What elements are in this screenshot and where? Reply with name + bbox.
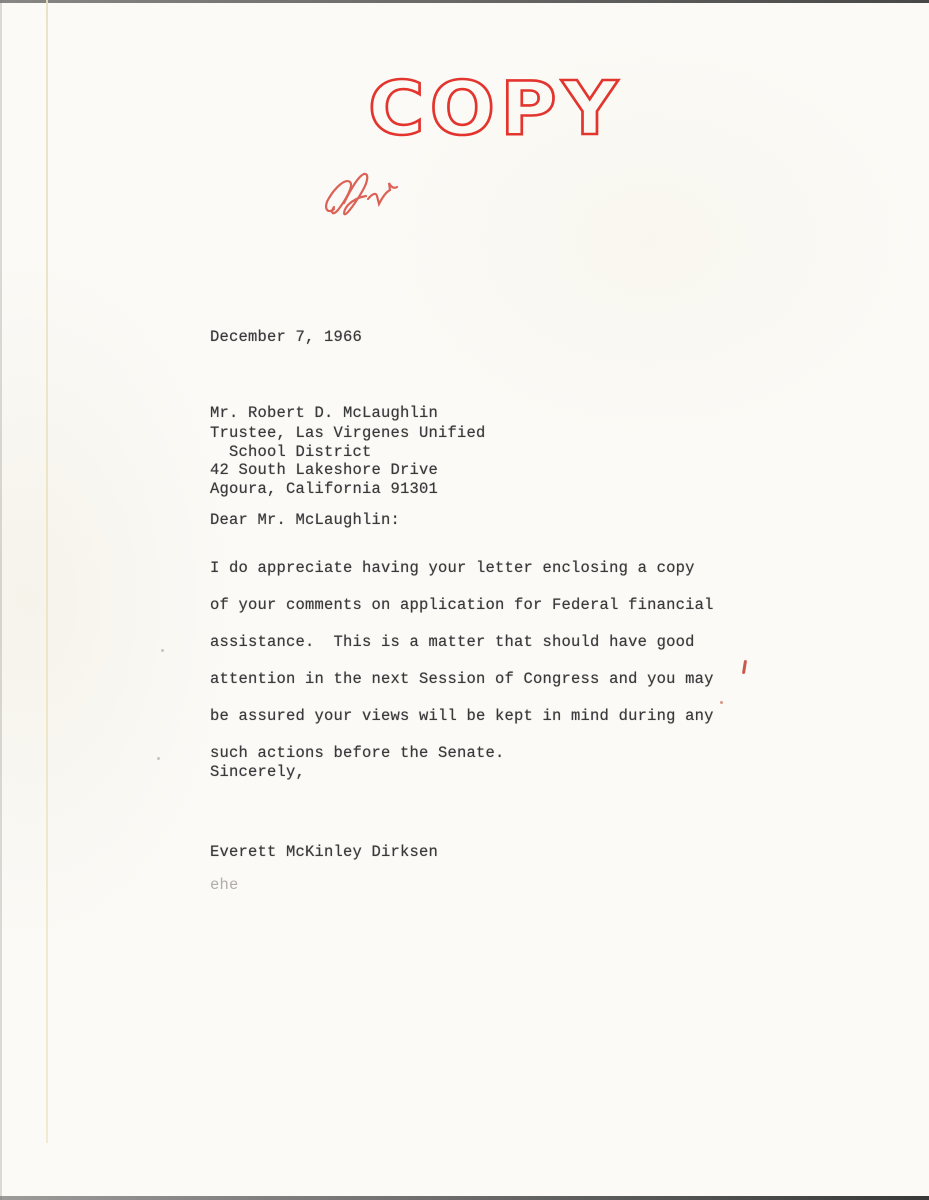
address-line: School District: [210, 443, 372, 461]
address-line: 42 South Lakeshore Drive: [210, 461, 439, 479]
closing: Sincerely,: [210, 763, 306, 781]
signature-name: Everett McKinley Dirksen: [210, 843, 439, 861]
address-line: Agoura, California 91301: [210, 480, 439, 498]
scan-edge-bottom: [0, 1196, 929, 1200]
address-line: Trustee, Las Virgenes Unified: [210, 424, 486, 442]
body-paragraph-line: of your comments on application for Federal financial: [210, 596, 714, 614]
scan-edge-top: [0, 0, 929, 3]
date-line: December 7, 1966: [210, 328, 363, 346]
ink-speck: [161, 649, 164, 652]
ink-speck: [157, 757, 160, 760]
body-paragraph-line: assistance. This is a matter that should have good: [210, 633, 695, 651]
red-ink-dot: [720, 701, 723, 704]
body-paragraph-line: I do appreciate having your letter enclosing a copy: [210, 559, 695, 577]
body-paragraph-line: attention in the next Session of Congress and you may: [210, 670, 714, 688]
body-paragraph-line: such actions before the Senate.: [210, 744, 505, 762]
typist-initials: ehe: [210, 876, 239, 894]
address-line: Mr. Robert D. McLaughlin: [210, 404, 439, 422]
paper-crease-line: [46, 0, 48, 1143]
copy-stamp: COPY: [368, 66, 623, 152]
salutation: Dear Mr. McLaughlin:: [210, 511, 401, 529]
body-paragraph-line: be assured your views will be kept in mind during any: [210, 707, 714, 725]
handwritten-initials: [320, 163, 410, 223]
red-tick-mark: [742, 660, 747, 674]
scan-edge-left: [0, 0, 2, 1200]
